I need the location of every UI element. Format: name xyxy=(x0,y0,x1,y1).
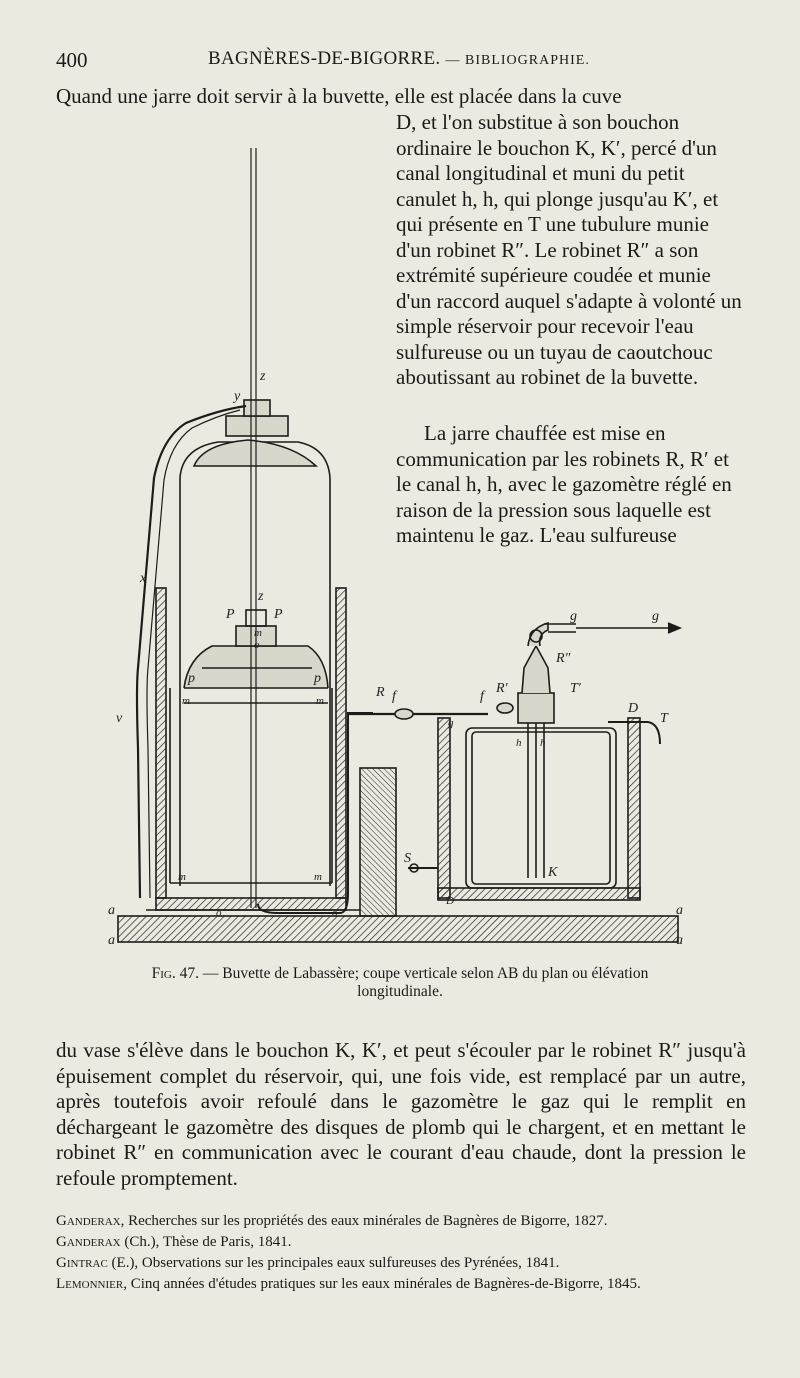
label-m-left: m xyxy=(182,695,190,707)
label-K: K xyxy=(548,865,558,880)
label-a-left-top: a xyxy=(108,903,115,918)
label-m-top: m xyxy=(254,627,262,639)
label-p-left: P xyxy=(226,607,235,622)
paragraph-2: La jarre chauffée est mise en communication par les robinets R, R′ et le canal h, h, avec le gazomètre réglé en raison de la pression sous laquelle est maintenu le gaz. L'eau sulfureuse xyxy=(396,421,732,547)
label-x: x xyxy=(140,571,147,586)
label-m-right: m xyxy=(316,695,324,707)
label-R-prime: R′ xyxy=(496,681,508,696)
label-h-left: h xyxy=(516,737,522,749)
label-p-small-left: p xyxy=(188,671,195,686)
label-o-bottom-right: o xyxy=(332,907,338,919)
label-R: R xyxy=(376,685,385,700)
label-S: S xyxy=(404,851,411,866)
label-h-right: h xyxy=(540,737,546,749)
label-y: y xyxy=(234,389,241,404)
label-g-left: g xyxy=(570,609,577,624)
label-p-small-right: p xyxy=(314,671,321,686)
running-header xyxy=(56,48,744,76)
label-z-top: z xyxy=(260,369,266,384)
label-z-mid: z xyxy=(258,589,264,604)
label-T-prime: T′ xyxy=(570,681,581,696)
label-m-bottom-right: m xyxy=(314,871,322,883)
ref-author: Ganderax xyxy=(56,1234,121,1250)
label-p-right: P xyxy=(274,607,283,622)
label-m-bottom-left: m xyxy=(178,871,186,883)
ref-text: Cinq années d'études pratiques sur les eaux minérales de Bagnères-de-Bigorre, 1845. xyxy=(126,1276,641,1292)
figure-caption xyxy=(130,965,670,1001)
label-f-left: f xyxy=(392,689,396,704)
bibliography-entry xyxy=(56,1253,751,1274)
running-title-place: BAGNÈRES-DE-BIGORRE. xyxy=(208,48,441,69)
label-g-small: g xyxy=(448,717,454,729)
bibliography-entry xyxy=(56,1274,751,1295)
ref-text: (E.), Observations sur les principales eaux sulfureuses des Pyrénées, 1841. xyxy=(107,1255,560,1271)
label-T: T xyxy=(660,711,668,726)
bibliography-entry xyxy=(56,1232,751,1253)
label-a-left-bottom: a xyxy=(108,933,115,948)
ref-author: Lemonnier, xyxy=(56,1276,127,1292)
running-title xyxy=(208,48,590,70)
figure-caption-text: — Buvette de Labassère; coupe verticale selon AB du plan ou élévation longitudinale. xyxy=(202,965,649,1000)
label-g-right: g xyxy=(652,609,659,624)
ref-text: (Ch.), Thèse de Paris, 1841. xyxy=(120,1234,292,1250)
label-v: v xyxy=(116,711,123,726)
figure-number: Fig. 47. xyxy=(151,965,199,982)
figure-47-engraving xyxy=(108,148,688,958)
running-title-section: — BIBLIOGRAPHIE. xyxy=(445,53,590,68)
paragraph-3: du vase s'élève dans le bouchon K, K′, et peut s'écouler par le robinet R″ jusqu'à épuisement complet du réservoir, qui, une fois vide, est remplacé par un autre, après toutefois avoir refoulé dans le gazomètre le gaz qui le remplit en déchargeant le gazomètre des disques de plomb qui le chargent, et en mettant le robinet R″ en communication avec le courant d'eau chaude, dont la pression le refoule promptement. xyxy=(56,1038,746,1190)
ref-text: Recherches sur les propriétés des eaux minérales de Bagnères de Bigorre, 1827. xyxy=(124,1213,608,1229)
label-a-right-bottom: a xyxy=(676,933,683,948)
label-R-double-prime: R″ xyxy=(556,651,571,666)
label-o-bottom-left: o xyxy=(216,907,222,919)
label-D-bottom: D xyxy=(446,895,454,907)
buvette-cross-section-illustration xyxy=(108,148,688,958)
bibliography-entry xyxy=(56,1211,751,1232)
label-o-top: o xyxy=(254,639,260,651)
ref-author: Ganderax, xyxy=(56,1213,125,1229)
ref-author: Gintrac xyxy=(56,1255,108,1271)
label-D-top: D xyxy=(628,701,639,716)
paragraph-1-first-line: Quand une jarre doit servir à la buvette, elle est placée dans la cuve xyxy=(56,84,622,108)
page-number: 400 xyxy=(56,48,88,72)
label-a-right-top: a xyxy=(676,903,683,918)
label-f-right: f xyxy=(480,689,484,704)
paragraph-1-body: D, et l'on substitue à son bouchon ordinaire le bouchon K, K′, percé d'un canal longitudinal et muni du petit canulet h, h, qui plonge jusqu'au K′, et qui présente en T une tubulure munie d'un robinet R″. Le robinet R″ a son extrémité supérieure coudée et munie d'un raccord auquel s'adapte à volonté un simple réservoir pour recevoir l'eau sulfureuse ou un tuyau de caoutchouc aboutissant au robinet de la buvette. xyxy=(396,110,742,389)
bibliography-list xyxy=(56,1211,751,1295)
